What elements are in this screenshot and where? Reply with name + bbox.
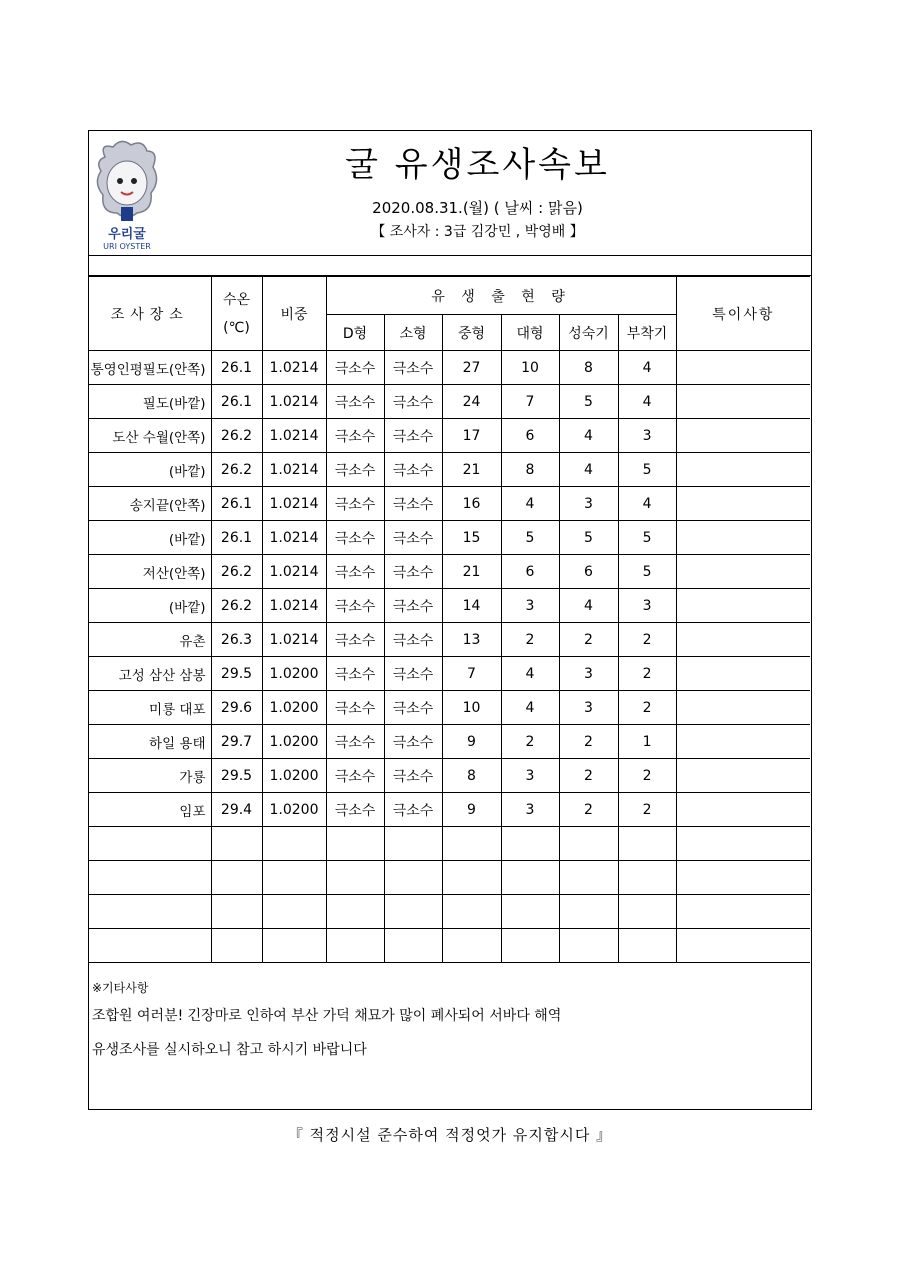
table-cell: 4 <box>501 657 559 691</box>
report-header <box>89 131 811 256</box>
table-cell: 1 <box>618 725 676 759</box>
table-cell: 극소수 <box>384 385 442 419</box>
table-cell: 16 <box>442 487 501 521</box>
table-cell: 임포 <box>89 793 211 827</box>
table-cell: 4 <box>501 691 559 725</box>
header-larvae-col: 소형 <box>384 315 442 351</box>
table-cell <box>676 861 810 895</box>
table-cell <box>676 895 810 929</box>
table-cell: 도산 수월(안쪽) <box>89 419 211 453</box>
table-cell: 극소수 <box>384 487 442 521</box>
table-cell: 극소수 <box>326 657 384 691</box>
table-cell: 극소수 <box>384 589 442 623</box>
notes-line-1: 조합원 여러분! 긴장마로 인하여 부산 가덕 채묘가 많이 폐사되어 서바다 해역 <box>92 1008 562 1024</box>
table-cell: 5 <box>559 385 618 419</box>
notes-line-2: 유생조사를 실시하오니 참고 하시기 바랍니다 <box>92 1042 367 1058</box>
table-row <box>89 827 810 861</box>
table-row <box>89 759 810 793</box>
survey-report-frame <box>88 130 812 1110</box>
table-row <box>89 861 810 895</box>
table-cell: 극소수 <box>384 691 442 725</box>
table-cell: 9 <box>442 725 501 759</box>
table-cell <box>89 827 211 861</box>
table-cell: 5 <box>559 521 618 555</box>
table-cell <box>384 861 442 895</box>
table-cell: 1.0200 <box>262 657 326 691</box>
header-spacer <box>89 255 811 276</box>
table-cell: 2 <box>618 793 676 827</box>
table-cell: 2 <box>618 691 676 725</box>
table-cell: 3 <box>501 793 559 827</box>
table-cell: 극소수 <box>384 793 442 827</box>
table-cell: 29.4 <box>211 793 262 827</box>
table-cell: 극소수 <box>384 725 442 759</box>
table-cell <box>262 861 326 895</box>
table-cell: 극소수 <box>384 623 442 657</box>
table-cell <box>211 827 262 861</box>
table-cell: 5 <box>618 521 676 555</box>
table-cell: 극소수 <box>326 385 384 419</box>
header-larvae-group: 유 생 출 현 량 <box>326 277 676 315</box>
table-cell: 1.0214 <box>262 487 326 521</box>
table-cell: 1.0200 <box>262 759 326 793</box>
table-cell: 21 <box>442 555 501 589</box>
table-cell <box>89 929 211 963</box>
table-cell: 13 <box>442 623 501 657</box>
table-cell <box>676 623 810 657</box>
table-row <box>89 385 810 419</box>
table-cell <box>676 929 810 963</box>
table-cell: 극소수 <box>326 623 384 657</box>
table-cell: 2 <box>501 725 559 759</box>
table-cell: 8 <box>559 351 618 385</box>
table-cell: 26.2 <box>211 589 262 623</box>
table-cell <box>326 895 384 929</box>
table-cell: (바깥) <box>89 453 211 487</box>
table-row <box>89 895 810 929</box>
table-cell <box>676 419 810 453</box>
table-cell <box>262 929 326 963</box>
report-researcher: 【 조사자 : 3급 김강민 , 박영배 】 <box>371 224 584 240</box>
table-cell: 29.7 <box>211 725 262 759</box>
table-cell: 24 <box>442 385 501 419</box>
table-cell: 4 <box>559 589 618 623</box>
header-larvae-col: 중형 <box>442 315 501 351</box>
logo-text-ko: 우리굴 <box>108 227 146 242</box>
table-cell: 극소수 <box>384 351 442 385</box>
table-cell: 27 <box>442 351 501 385</box>
table-cell <box>501 895 559 929</box>
table-cell: 미룡 대포 <box>89 691 211 725</box>
table-cell <box>559 827 618 861</box>
table-cell <box>442 929 501 963</box>
table-row <box>89 929 810 963</box>
header-gravity: 비중 <box>262 277 326 351</box>
table-cell: 1.0214 <box>262 385 326 419</box>
table-cell: 1.0214 <box>262 521 326 555</box>
table-cell: 2 <box>618 657 676 691</box>
table-cell: 6 <box>559 555 618 589</box>
table-cell: 유촌 <box>89 623 211 657</box>
table-cell <box>211 929 262 963</box>
table-cell: 26.1 <box>211 521 262 555</box>
table-cell: 29.5 <box>211 657 262 691</box>
table-cell <box>501 827 559 861</box>
notes-label: ※기타사항 <box>92 981 149 995</box>
table-cell: 3 <box>501 589 559 623</box>
table-cell: 6 <box>501 419 559 453</box>
table-row <box>89 521 810 555</box>
table-cell <box>501 861 559 895</box>
table-cell: 2 <box>618 623 676 657</box>
table-cell: 극소수 <box>384 521 442 555</box>
table-cell: 극소수 <box>384 555 442 589</box>
table-cell <box>676 691 810 725</box>
table-cell <box>442 895 501 929</box>
table-cell: 2 <box>559 623 618 657</box>
table-cell <box>618 895 676 929</box>
table-cell: 극소수 <box>326 453 384 487</box>
table-cell <box>676 793 810 827</box>
table-cell: (바깥) <box>89 589 211 623</box>
table-cell: 7 <box>442 657 501 691</box>
table-cell: 26.1 <box>211 351 262 385</box>
table-cell: 9 <box>442 793 501 827</box>
table-cell: 송지끝(안쪽) <box>89 487 211 521</box>
table-cell: 1.0214 <box>262 351 326 385</box>
table-cell: 7 <box>501 385 559 419</box>
header-larvae-col: 대형 <box>501 315 559 351</box>
table-cell: 4 <box>559 419 618 453</box>
table-cell <box>676 487 810 521</box>
table-cell <box>676 725 810 759</box>
header-larvae-col: 부착기 <box>618 315 676 351</box>
table-cell: 극소수 <box>326 793 384 827</box>
table-cell <box>676 759 810 793</box>
table-cell: 1.0200 <box>262 691 326 725</box>
table-cell: 극소수 <box>326 691 384 725</box>
footer-slogan: 『 적정시설 준수하여 적정엇가 유지합시다 』 <box>287 1126 613 1144</box>
table-cell <box>676 827 810 861</box>
table-cell: 1.0214 <box>262 589 326 623</box>
table-cell: 4 <box>618 487 676 521</box>
header-location: 조사장소 <box>89 277 211 351</box>
table-cell: 14 <box>442 589 501 623</box>
table-cell: 극소수 <box>326 759 384 793</box>
table-cell: 4 <box>618 385 676 419</box>
table-cell: 필도(바깥) <box>89 385 211 419</box>
table-cell: 6 <box>501 555 559 589</box>
table-cell: 극소수 <box>326 589 384 623</box>
report-title: 굴 유생조사속보 <box>345 145 610 185</box>
table-cell: 고성 삼산 삼봉 <box>89 657 211 691</box>
table-cell <box>559 929 618 963</box>
table-row <box>89 555 810 589</box>
table-cell <box>676 453 810 487</box>
table-cell <box>262 827 326 861</box>
table-cell: 극소수 <box>384 759 442 793</box>
table-cell: 2 <box>559 725 618 759</box>
table-cell <box>89 895 211 929</box>
table-cell: 1.0214 <box>262 623 326 657</box>
table-cell: 4 <box>618 351 676 385</box>
table-cell: 하일 용태 <box>89 725 211 759</box>
table-cell <box>618 827 676 861</box>
table-cell: 극소수 <box>326 419 384 453</box>
table-cell: 1.0214 <box>262 555 326 589</box>
table-cell <box>676 555 810 589</box>
table-cell: 가룡 <box>89 759 211 793</box>
table-cell <box>676 657 810 691</box>
table-row <box>89 419 810 453</box>
table-cell: 저산(안쪽) <box>89 555 211 589</box>
table-cell: 3 <box>618 589 676 623</box>
table-row <box>89 487 810 521</box>
table-row <box>89 453 810 487</box>
table-cell: 5 <box>501 521 559 555</box>
table-cell: 8 <box>442 759 501 793</box>
table-cell: 29.6 <box>211 691 262 725</box>
table-row <box>89 657 810 691</box>
table-cell <box>384 929 442 963</box>
table-cell: 1.0200 <box>262 725 326 759</box>
table-cell: 10 <box>501 351 559 385</box>
table-cell <box>676 521 810 555</box>
table-row <box>89 351 810 385</box>
table-cell <box>384 827 442 861</box>
larvae-survey-table <box>89 276 810 963</box>
table-row <box>89 691 810 725</box>
table-cell: 26.1 <box>211 385 262 419</box>
table-cell: 26.3 <box>211 623 262 657</box>
table-cell <box>618 861 676 895</box>
table-cell <box>211 895 262 929</box>
table-cell: 26.1 <box>211 487 262 521</box>
table-cell: 5 <box>618 555 676 589</box>
table-cell <box>262 895 326 929</box>
table-cell: 1.0214 <box>262 419 326 453</box>
table-cell: 2 <box>501 623 559 657</box>
table-cell <box>559 861 618 895</box>
table-cell: 8 <box>501 453 559 487</box>
header-larvae-col: D형 <box>326 315 384 351</box>
table-cell: 26.2 <box>211 453 262 487</box>
table-cell: 2 <box>618 759 676 793</box>
table-cell <box>211 861 262 895</box>
table-cell <box>559 895 618 929</box>
report-date: 2020.08.31.(월) ( 날씨 : 맑음) <box>372 199 583 217</box>
table-cell <box>89 861 211 895</box>
table-cell: 극소수 <box>326 725 384 759</box>
header-larvae-col: 성숙기 <box>559 315 618 351</box>
table-cell: 3 <box>559 691 618 725</box>
table-cell <box>326 827 384 861</box>
table-cell: 극소수 <box>384 453 442 487</box>
table-cell: 15 <box>442 521 501 555</box>
table-cell: 26.2 <box>211 419 262 453</box>
table-cell: 3 <box>618 419 676 453</box>
table-cell <box>326 929 384 963</box>
table-row <box>89 725 810 759</box>
table-cell: 1.0200 <box>262 793 326 827</box>
table-row <box>89 793 810 827</box>
table-cell: 극소수 <box>384 657 442 691</box>
table-cell <box>326 861 384 895</box>
table-cell <box>618 929 676 963</box>
table-cell: 2 <box>559 793 618 827</box>
table-cell: 극소수 <box>326 521 384 555</box>
table-cell: 17 <box>442 419 501 453</box>
table-cell: 1.0214 <box>262 453 326 487</box>
table-cell: 극소수 <box>326 351 384 385</box>
table-cell <box>676 351 810 385</box>
table-cell <box>442 827 501 861</box>
header-water-temp: 수온(℃) <box>211 277 262 351</box>
table-cell: 2 <box>559 759 618 793</box>
table-cell: 3 <box>559 657 618 691</box>
table-cell: 29.5 <box>211 759 262 793</box>
table-cell <box>384 895 442 929</box>
table-cell <box>676 589 810 623</box>
table-cell <box>501 929 559 963</box>
table-cell: 극소수 <box>326 487 384 521</box>
table-cell <box>442 861 501 895</box>
table-cell: (바깥) <box>89 521 211 555</box>
table-cell: 극소수 <box>326 555 384 589</box>
logo-text-en: URI OYSTER <box>103 242 151 251</box>
table-cell: 3 <box>559 487 618 521</box>
table-cell: 21 <box>442 453 501 487</box>
table-cell: 26.2 <box>211 555 262 589</box>
table-cell: 극소수 <box>384 419 442 453</box>
table-cell <box>676 385 810 419</box>
table-cell: 5 <box>618 453 676 487</box>
table-cell: 통영인평필도(안쪽) <box>89 351 211 385</box>
table-cell: 10 <box>442 691 501 725</box>
table-cell: 3 <box>501 759 559 793</box>
header-remarks: 특이사항 <box>676 277 810 351</box>
table-row <box>89 623 810 657</box>
table-row <box>89 589 810 623</box>
table-cell: 4 <box>501 487 559 521</box>
table-cell: 4 <box>559 453 618 487</box>
